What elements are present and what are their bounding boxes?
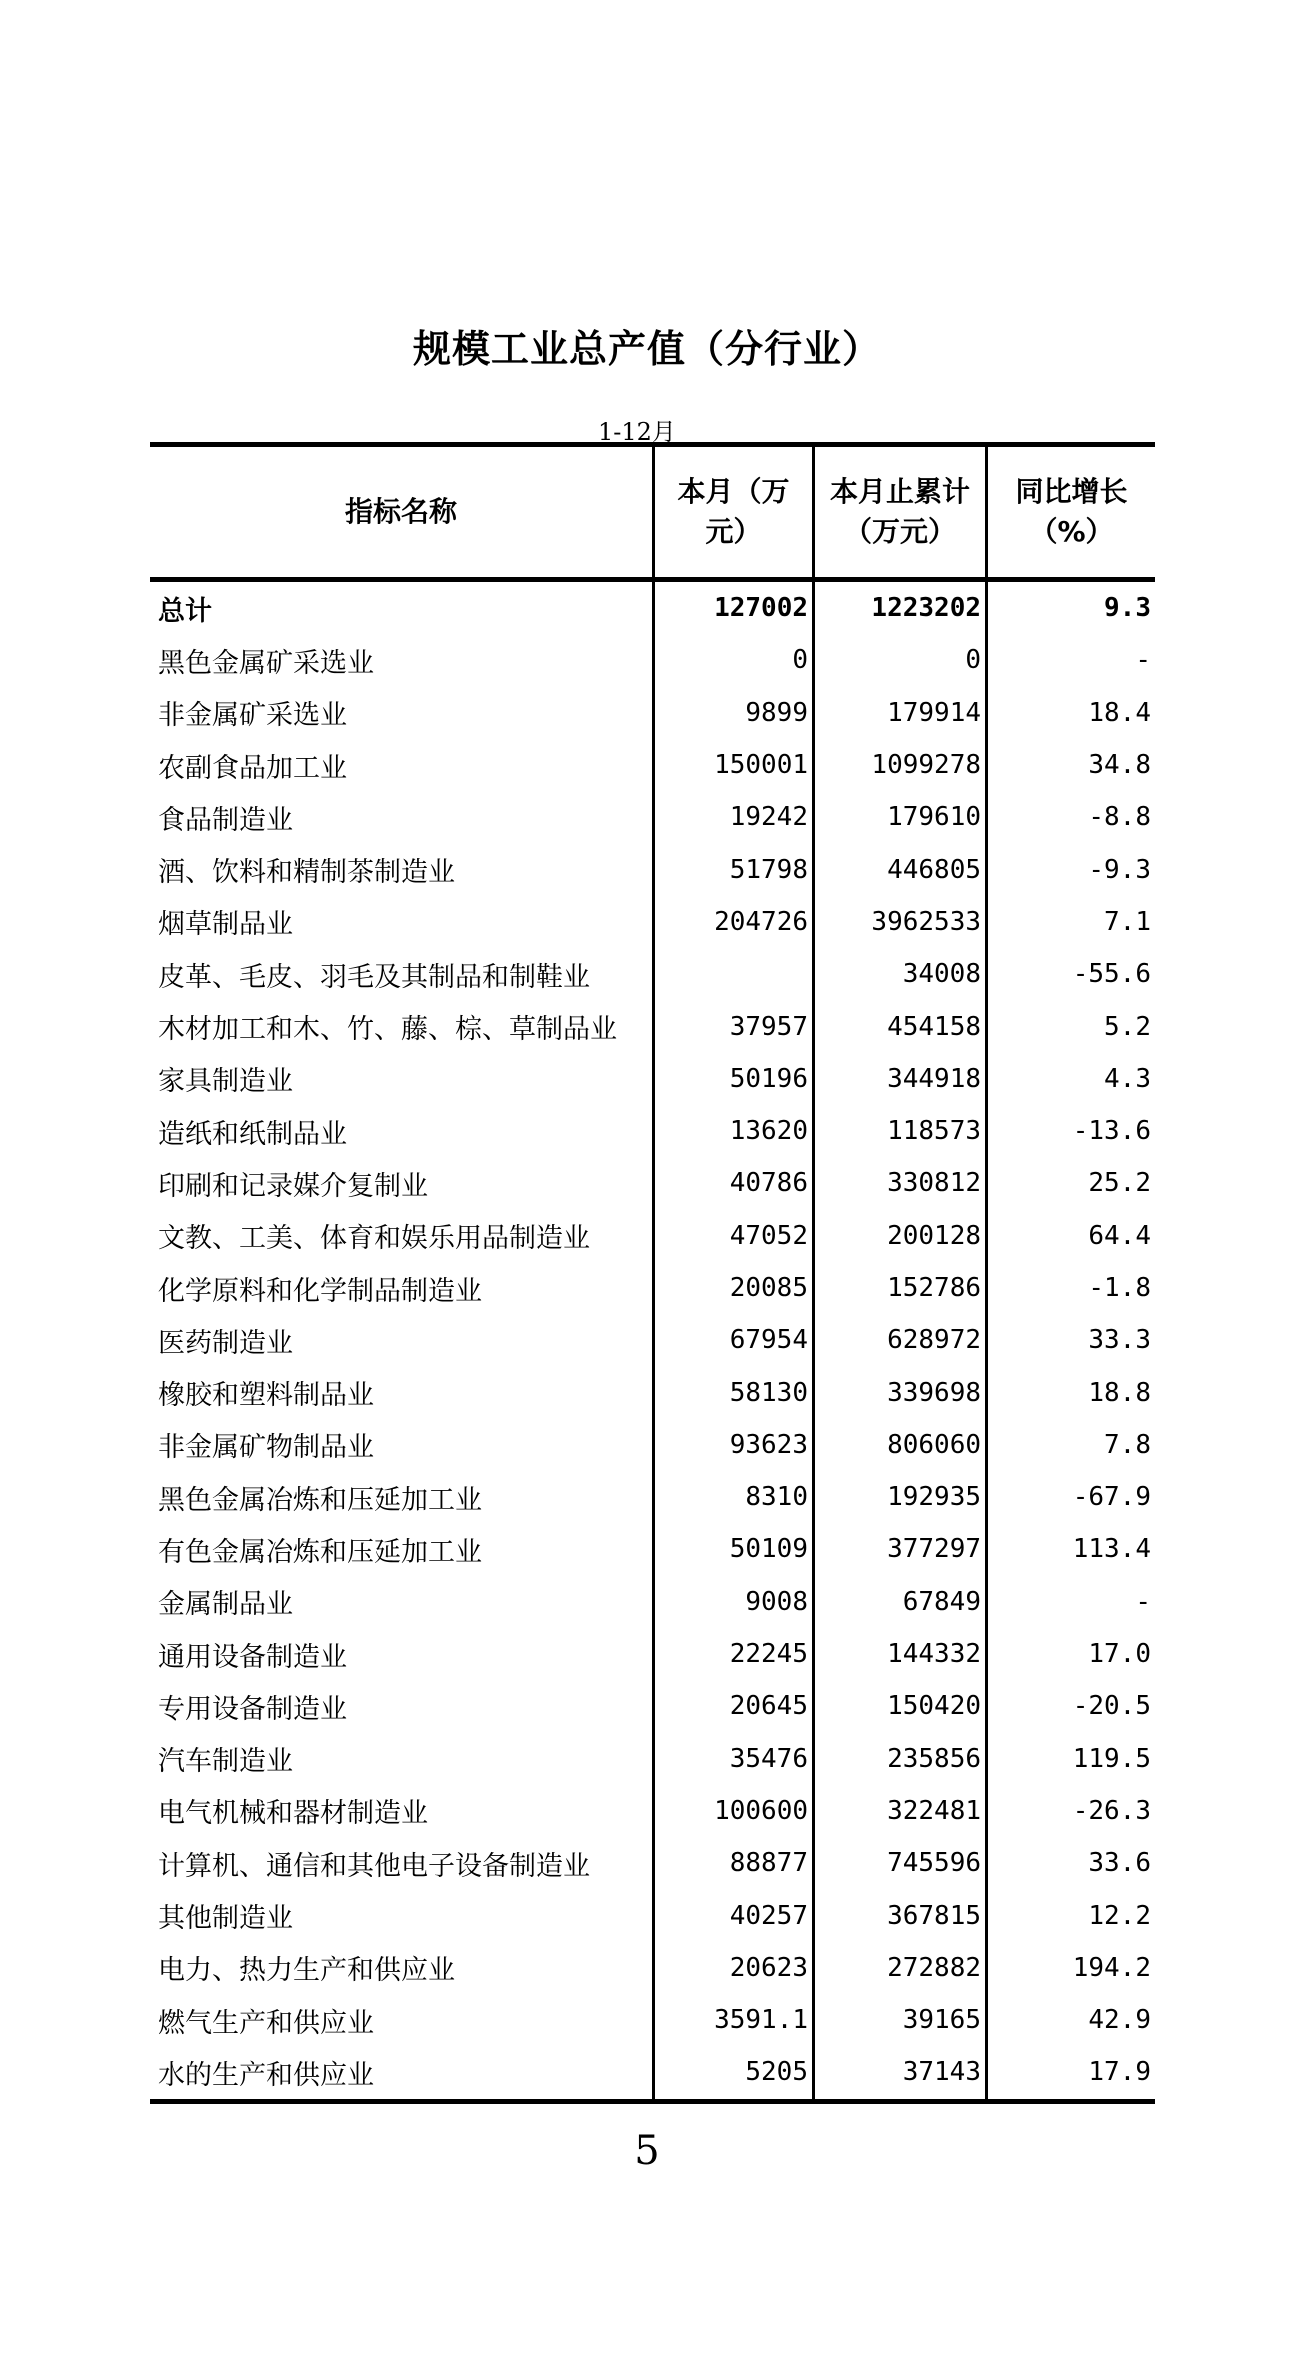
row-growth: -20.5 — [985, 1680, 1155, 1732]
row-cumulative: 330812 — [812, 1157, 985, 1209]
row-growth: 18.4 — [985, 687, 1155, 739]
row-name: 通用设备制造业 — [158, 1641, 347, 1673]
row-cumulative: 322481 — [812, 1785, 985, 1837]
row-cumulative: 628972 — [812, 1314, 985, 1366]
table-row — [150, 948, 1155, 1000]
row-month: 19242 — [652, 791, 812, 843]
row-name: 文教、工美、体育和娱乐用品制造业 — [158, 1223, 590, 1255]
row-cumulative: 377297 — [812, 1523, 985, 1575]
row-name: 电气机械和器材制造业 — [158, 1798, 428, 1830]
table-row — [150, 1314, 1155, 1366]
row-month: 9899 — [652, 687, 812, 739]
row-growth: 12.2 — [985, 1889, 1155, 1941]
row-name: 橡胶和塑料制品业 — [158, 1380, 374, 1412]
table-row — [150, 2046, 1155, 2098]
period-label: 1-12月 — [598, 418, 676, 446]
row-growth: 4.3 — [985, 1053, 1155, 1105]
row-growth: 17.0 — [985, 1628, 1155, 1680]
row-cumulative: 34008 — [812, 948, 985, 1000]
row-month: 22245 — [652, 1628, 812, 1680]
table-row — [150, 1105, 1155, 1157]
row-growth: 7.1 — [985, 896, 1155, 948]
row-cumulative: 446805 — [812, 843, 985, 895]
table-row — [150, 1262, 1155, 1314]
row-cumulative: 192935 — [812, 1471, 985, 1523]
row-name: 木材加工和木、竹、藤、棕、草制品业 — [158, 1014, 617, 1046]
row-growth: 194.2 — [985, 1942, 1155, 1994]
table-row — [150, 1576, 1155, 1628]
row-month: 9008 — [652, 1576, 812, 1628]
row-name: 黑色金属冶炼和压延加工业 — [158, 1484, 482, 1516]
table-row — [150, 1157, 1155, 1209]
table-row — [150, 791, 1155, 843]
table-row — [150, 1942, 1155, 1994]
table-row — [150, 1837, 1155, 1889]
row-name: 皮革、毛皮、羽毛及其制品和制鞋业 — [158, 961, 590, 993]
table-row — [150, 1994, 1155, 2046]
table-row — [150, 843, 1155, 895]
page-title: 规模工业总产值（分行业） — [412, 327, 881, 371]
row-cumulative: 272882 — [812, 1942, 985, 1994]
row-growth: 9.3 — [985, 582, 1155, 634]
row-cumulative: 1099278 — [812, 739, 985, 791]
header-month-value: 本月（万 元） — [652, 447, 812, 577]
row-name: 有色金属冶炼和压延加工业 — [158, 1536, 482, 1568]
row-growth: -67.9 — [985, 1471, 1155, 1523]
row-cumulative: 150420 — [812, 1680, 985, 1732]
row-cumulative: 179914 — [812, 687, 985, 739]
table-body — [150, 634, 1155, 2098]
row-growth: 7.8 — [985, 1419, 1155, 1471]
row-name: 食品制造业 — [158, 804, 293, 836]
row-growth: -13.6 — [985, 1105, 1155, 1157]
table-row — [150, 1785, 1155, 1837]
row-name: 总计 — [158, 595, 212, 627]
row-name: 造纸和纸制品业 — [158, 1118, 347, 1150]
table-header — [150, 447, 1155, 582]
row-name: 专用设备制造业 — [158, 1693, 347, 1725]
row-growth: -9.3 — [985, 843, 1155, 895]
row-name: 酒、饮料和精制茶制造业 — [158, 857, 455, 889]
row-name: 电力、热力生产和供应业 — [158, 1955, 455, 1987]
page-number: 5 — [634, 2128, 660, 2174]
row-cumulative: 1223202 — [812, 582, 985, 634]
row-name: 农副食品加工业 — [158, 752, 347, 784]
row-name: 印刷和记录媒介复制业 — [158, 1170, 428, 1202]
row-name: 金属制品业 — [158, 1589, 293, 1621]
row-growth: 64.4 — [985, 1210, 1155, 1262]
row-month: 50196 — [652, 1053, 812, 1105]
row-month: 13620 — [652, 1105, 812, 1157]
header-yoy-growth: 同比增长 （%） — [985, 447, 1155, 577]
row-growth: -8.8 — [985, 791, 1155, 843]
table-row — [150, 634, 1155, 686]
row-name: 非金属矿物制品业 — [158, 1432, 374, 1464]
row-month: 93623 — [652, 1419, 812, 1471]
row-growth: -55.6 — [985, 948, 1155, 1000]
row-cumulative: 745596 — [812, 1837, 985, 1889]
row-growth: 119.5 — [985, 1733, 1155, 1785]
row-growth: 34.8 — [985, 739, 1155, 791]
industry-output-table — [150, 442, 1155, 2104]
row-growth: 25.2 — [985, 1157, 1155, 1209]
row-month: 0 — [652, 634, 812, 686]
row-name: 家具制造业 — [158, 1066, 293, 1098]
row-month: 47052 — [652, 1210, 812, 1262]
row-cumulative: 179610 — [812, 791, 985, 843]
row-month: 40257 — [652, 1889, 812, 1941]
row-month: 67954 — [652, 1314, 812, 1366]
row-month: 150001 — [652, 739, 812, 791]
row-growth: 42.9 — [985, 1994, 1155, 2046]
row-cumulative: 367815 — [812, 1889, 985, 1941]
table-row — [150, 1733, 1155, 1785]
table-row — [150, 739, 1155, 791]
row-growth: -1.8 — [985, 1262, 1155, 1314]
row-cumulative: 152786 — [812, 1262, 985, 1314]
row-cumulative: 37143 — [812, 2046, 985, 2098]
row-growth: - — [985, 1576, 1155, 1628]
row-month: 58130 — [652, 1366, 812, 1418]
row-cumulative: 39165 — [812, 1994, 985, 2046]
row-month: 40786 — [652, 1157, 812, 1209]
row-growth: 33.6 — [985, 1837, 1155, 1889]
row-name: 非金属矿采选业 — [158, 700, 347, 732]
row-cumulative: 454158 — [812, 1000, 985, 1052]
row-cumulative: 200128 — [812, 1210, 985, 1262]
row-growth: - — [985, 634, 1155, 686]
row-month: 127002 — [652, 582, 812, 634]
row-month: 37957 — [652, 1000, 812, 1052]
row-month — [652, 948, 812, 1000]
row-cumulative: 339698 — [812, 1366, 985, 1418]
row-growth: 33.3 — [985, 1314, 1155, 1366]
row-month: 51798 — [652, 843, 812, 895]
row-month: 8310 — [652, 1471, 812, 1523]
row-cumulative: 3962533 — [812, 896, 985, 948]
table-row — [150, 1523, 1155, 1575]
row-growth: 5.2 — [985, 1000, 1155, 1052]
row-growth: 113.4 — [985, 1523, 1155, 1575]
row-month: 5205 — [652, 2046, 812, 2098]
table-row — [150, 1000, 1155, 1052]
row-cumulative: 806060 — [812, 1419, 985, 1471]
table-row-total — [150, 582, 1155, 634]
row-cumulative: 144332 — [812, 1628, 985, 1680]
table-row — [150, 1889, 1155, 1941]
row-month: 3591.1 — [652, 1994, 812, 2046]
row-growth: -26.3 — [985, 1785, 1155, 1837]
table-row — [150, 1366, 1155, 1418]
row-month: 35476 — [652, 1733, 812, 1785]
header-indicator-name: 指标名称 — [344, 495, 457, 528]
row-name: 水的生产和供应业 — [158, 2059, 374, 2091]
row-name: 医药制造业 — [158, 1327, 293, 1359]
table-row — [150, 687, 1155, 739]
row-cumulative: 0 — [812, 634, 985, 686]
row-name: 黑色金属矿采选业 — [158, 647, 374, 679]
row-cumulative: 67849 — [812, 1576, 985, 1628]
row-month: 88877 — [652, 1837, 812, 1889]
row-month: 20623 — [652, 1942, 812, 1994]
table-row — [150, 1628, 1155, 1680]
row-month: 20645 — [652, 1680, 812, 1732]
row-month: 204726 — [652, 896, 812, 948]
header-cumulative-value: 本月止累计 （万元） — [812, 447, 985, 577]
table-row — [150, 1680, 1155, 1732]
row-name: 燃气生产和供应业 — [158, 2007, 374, 2039]
row-month: 50109 — [652, 1523, 812, 1575]
row-name: 烟草制品业 — [158, 909, 293, 941]
row-cumulative: 235856 — [812, 1733, 985, 1785]
table-row — [150, 1471, 1155, 1523]
row-cumulative: 344918 — [812, 1053, 985, 1105]
row-name: 计算机、通信和其他电子设备制造业 — [158, 1850, 590, 1882]
table-row — [150, 1053, 1155, 1105]
row-month: 20085 — [652, 1262, 812, 1314]
row-name: 汽车制造业 — [158, 1746, 293, 1778]
row-month: 100600 — [652, 1785, 812, 1837]
table-row — [150, 1210, 1155, 1262]
row-growth: 17.9 — [985, 2046, 1155, 2098]
row-name: 其他制造业 — [158, 1903, 293, 1935]
row-name: 化学原料和化学制品制造业 — [158, 1275, 482, 1307]
table-row — [150, 896, 1155, 948]
row-cumulative: 118573 — [812, 1105, 985, 1157]
table-row — [150, 1419, 1155, 1471]
row-growth: 18.8 — [985, 1366, 1155, 1418]
